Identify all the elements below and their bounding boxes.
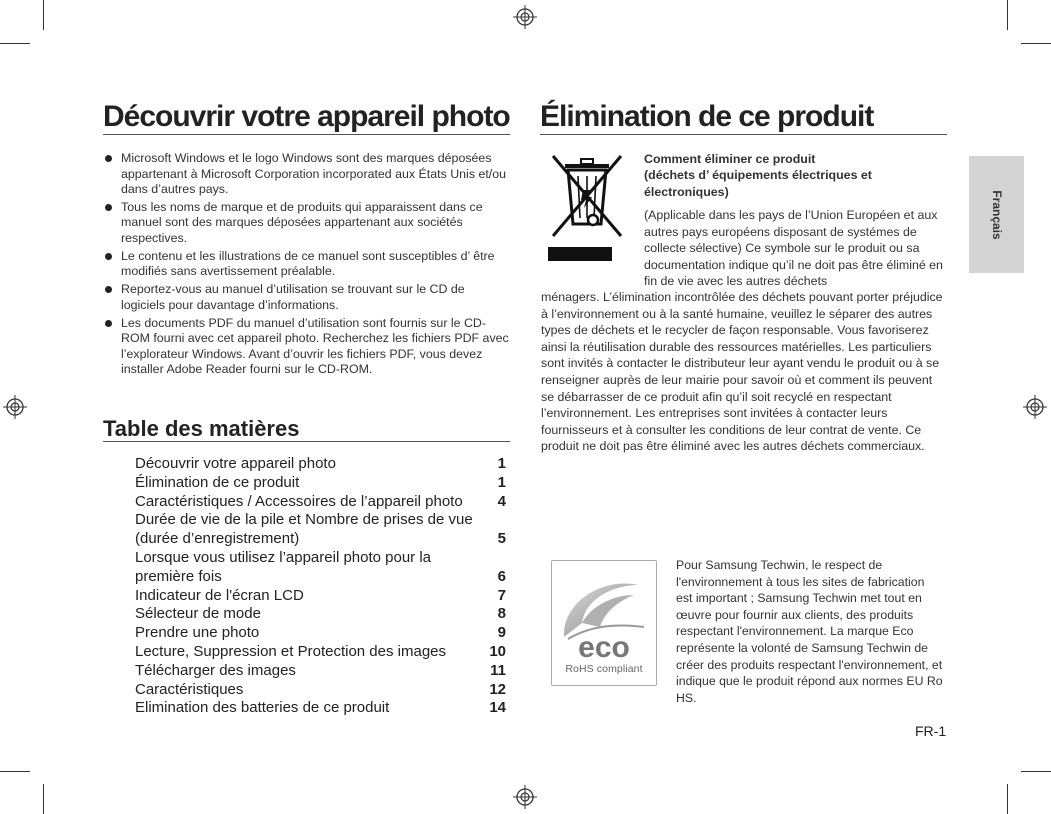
toc-entry-title: Elimination des batteries de ce produit <box>135 699 390 717</box>
toc-entry[interactable] <box>135 511 506 549</box>
toc-entry-title: Durée de vie de la pile et Nombre de prises de vue (durée d’enregistrement) <box>135 511 473 548</box>
eco-paragraph: Pour Samsung Techwin, le respect de l'environnement à tous les sites de fabrication est important ; Samsung Techwin met tout en œuvre pour fournir aux clients, des produits respectant l'environnement. La marque Eco représente la volonté de Samsung Techwin de créer des produits respectant l'environnement, et indique que le produit répond aux normes EU Ro HS. <box>676 558 943 705</box>
registration-mark-icon <box>3 395 27 419</box>
toc-entry-title: Découvrir votre appareil photo <box>135 455 336 472</box>
toc-entry[interactable] <box>135 624 506 643</box>
toc-entry[interactable] <box>135 549 506 587</box>
toc-entry[interactable] <box>135 662 506 681</box>
page-number: FR-1 <box>915 723 947 739</box>
crop-mark <box>0 43 30 44</box>
toc-entry-page: 4 <box>497 492 506 510</box>
toc-entry-title: Télécharger des images <box>135 661 296 679</box>
toc-entry-page: 11 <box>490 661 506 679</box>
toc-entry-title: Caractéristiques <box>135 680 244 698</box>
toc-entry-page: 6 <box>497 567 506 585</box>
disposal-paragraph-intro: (Applicable dans les pays de l’Union Européen et aux autres pays européens disposant de systémes de collecte sélective) Ce symbole sur le produit ou sa documentation indique qu’il ne doit pas être éliminé en fin de vie avec les autres déchets <box>644 208 943 289</box>
toc-entry-page: 1 <box>497 473 506 491</box>
list-item: Reportez-vous au manuel d’utilisation se trouvant sur le CD de logiciels pour davantage d’informations. <box>104 282 509 313</box>
toc-entry[interactable] <box>135 605 506 624</box>
toc-entry-title: Prendre une photo <box>135 624 260 642</box>
toc-entry-page: 12 <box>489 680 506 698</box>
registration-mark-icon <box>1023 395 1047 419</box>
toc-entry-page: 14 <box>489 699 506 717</box>
list-item: Tous les noms de marque et de produits qui apparaissent dans ce manuel sont des marques déposées appartenant aux sociétés respectives. <box>104 200 509 247</box>
notice-list <box>104 151 509 380</box>
crop-mark <box>43 784 44 814</box>
disposal-paragraph-body: ménagers. L’élimination incontrôlée des déchets pouvant porter préjudice à l’environnement ou à la santé humaine, veuillez le séparer des autres types de déchets et le recycler de façon responsable. Vous favoriserez ainsi la réutilisation durable des ressources matérielles. Les particuliers sont invités à contacter le distributeur leur ayant vendu le produit ou à se renseigner auprès de leur mairie pour savoir où et comment ils peuvent se débarrasser de ce produit afin qu’il soit recyclé en respectant l’environnement. Les entreprises sont invitées à contacter leurs fournisseurs et à consulter les conditions de leur contrat de vente. Ce produit ne doit pas être éliminé avec les autres déchets commerciaux. <box>541 290 943 454</box>
toc-entry-page: 7 <box>497 586 506 604</box>
title-rule-right <box>540 134 947 135</box>
crop-mark <box>0 771 30 772</box>
toc-entry-page: 5 <box>497 530 506 548</box>
rohs-label: RoHS compliant <box>565 663 643 675</box>
toc-entry-title: Élimination de ce produit <box>135 473 300 491</box>
page-title-right: Élimination de ce produit <box>540 100 874 133</box>
toc-entry-title: Caractéristiques / Accessoires de l’appareil photo <box>135 492 463 510</box>
svg-text:eco: eco <box>578 631 630 661</box>
title-rule-left <box>103 134 510 135</box>
crop-mark <box>1007 784 1008 814</box>
toc-entry[interactable] <box>135 681 506 700</box>
eco-leaf-icon <box>552 561 656 661</box>
crop-mark <box>1021 43 1051 44</box>
list-item: Les documents PDF du manuel d’utilisation sont fournis sur le CD-ROM fourni avec cet appareil photo. Recherchez les fichiers PDF avec l’explorateur Windows. Avant d’ouvrir les fichiers PDF, vous devez installer Adobe Reader fourni sur le CD-ROM. <box>104 316 509 378</box>
language-tab <box>969 156 1024 273</box>
toc-title: Table des matières <box>103 416 300 441</box>
toc-rule <box>103 441 510 442</box>
toc-entry-title: Lecture, Suppression et Protection des images <box>135 642 447 660</box>
toc-entry-page: 1 <box>497 455 506 472</box>
crossed-bin-icon <box>543 150 637 265</box>
crop-mark <box>1021 771 1051 772</box>
toc-entry-page: 8 <box>497 605 506 623</box>
toc-entry[interactable] <box>135 493 506 512</box>
toc-entry[interactable] <box>135 587 506 606</box>
toc-entry[interactable] <box>135 455 506 474</box>
table-of-contents <box>135 455 506 718</box>
list-item: Le contenu et les illustrations de ce manuel sont susceptibles d’ être modifiés sans avertissement préalable. <box>104 249 509 280</box>
crop-mark <box>1007 0 1008 30</box>
disposal-subtitle: Comment éliminer ce produit (déchets d’ équipements électriques et électroniques) <box>644 152 872 199</box>
toc-entry-title: Indicateur de l'écran LCD <box>135 586 304 604</box>
list-item: Microsoft Windows et le logo Windows sont des marques déposées appartenant à Microsoft Corporation incorporated aux États Unis et/ou dans d’autres pays. <box>104 151 509 198</box>
toc-entry[interactable] <box>135 474 506 493</box>
crop-mark <box>43 0 44 30</box>
toc-entry[interactable] <box>135 643 506 662</box>
page-title-left: Découvrir votre appareil photo <box>103 100 510 133</box>
language-tab-label: Français <box>989 189 1004 240</box>
toc-entry[interactable] <box>135 699 506 718</box>
toc-entry-page: 10 <box>489 642 506 660</box>
eco-logo <box>551 560 657 686</box>
registration-mark-icon <box>513 5 537 29</box>
toc-entry-page: 9 <box>497 624 506 642</box>
registration-mark-icon <box>513 785 537 809</box>
toc-entry-title: Lorsque vous utilisez l’appareil photo pour la première fois <box>135 548 432 585</box>
toc-entry-title: Sélecteur de mode <box>135 605 261 623</box>
